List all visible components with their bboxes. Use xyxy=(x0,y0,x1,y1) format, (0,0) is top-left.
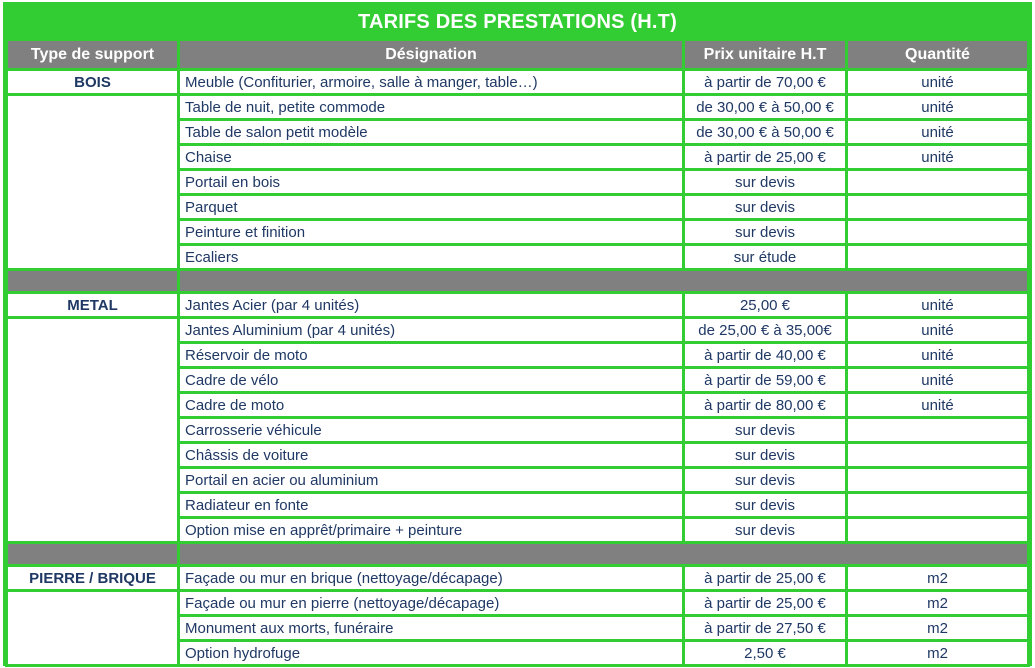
quantity-cell: unité xyxy=(847,120,1029,145)
support-empty-cell xyxy=(7,95,179,270)
table-frame xyxy=(3,2,1032,666)
quantity-cell: m2 xyxy=(847,616,1029,641)
quantity-cell: unité xyxy=(847,70,1029,95)
price-cell: à partir de 70,00 € xyxy=(684,70,847,95)
price-cell: sur devis xyxy=(684,518,847,543)
quantity-cell: unité xyxy=(847,293,1029,318)
support-empty-cell xyxy=(7,591,179,666)
quantity-cell xyxy=(847,443,1029,468)
separator-cell xyxy=(7,543,179,566)
designation-cell: Meuble (Confiturier, armoire, salle à manger, table…) xyxy=(179,70,684,95)
designation-cell: Monument aux morts, funéraire xyxy=(179,616,684,641)
quantity-cell xyxy=(847,195,1029,220)
designation-cell: Radiateur en fonte xyxy=(179,493,684,518)
quantity-cell: unité xyxy=(847,368,1029,393)
designation-cell: Chaise xyxy=(179,145,684,170)
price-cell: sur devis xyxy=(684,418,847,443)
separator-cell xyxy=(179,270,1029,293)
price-cell: de 30,00 € à 50,00 € xyxy=(684,120,847,145)
quantity-cell: unité xyxy=(847,343,1029,368)
quantity-cell: unité xyxy=(847,318,1029,343)
header-row xyxy=(7,40,1029,70)
designation-cell: Ecaliers xyxy=(179,245,684,270)
column-header-type-de-support: Type de support xyxy=(7,40,179,70)
price-cell: sur devis xyxy=(684,220,847,245)
price-cell: à partir de 27,50 € xyxy=(684,616,847,641)
price-cell: sur étude xyxy=(684,245,847,270)
quantity-cell: m2 xyxy=(847,591,1029,616)
price-cell: à partir de 25,00 € xyxy=(684,145,847,170)
designation-cell: Jantes Aluminium (par 4 unités) xyxy=(179,318,684,343)
quantity-cell: unité xyxy=(847,95,1029,120)
designation-cell: Table de nuit, petite commode xyxy=(179,95,684,120)
designation-cell: Option mise en apprêt/primaire + peinture xyxy=(179,518,684,543)
separator-cell xyxy=(179,543,1029,566)
price-cell: à partir de 25,00 € xyxy=(684,591,847,616)
support-empty-cell xyxy=(7,318,179,543)
separator-row xyxy=(7,543,1029,566)
support-cell: PIERRE / BRIQUE xyxy=(7,566,179,591)
price-cell: sur devis xyxy=(684,195,847,220)
column-header-quantite: Quantité xyxy=(847,40,1029,70)
table-row xyxy=(7,293,1029,318)
price-cell: à partir de 40,00 € xyxy=(684,343,847,368)
designation-cell: Portail en acier ou aluminium xyxy=(179,468,684,493)
separator-row xyxy=(7,270,1029,293)
table-row xyxy=(7,566,1029,591)
quantity-cell: m2 xyxy=(847,566,1029,591)
price-cell: de 25,00 € à 35,00€ xyxy=(684,318,847,343)
quantity-cell: m2 xyxy=(847,641,1029,666)
separator-cell xyxy=(7,270,179,293)
table-row xyxy=(7,95,1029,120)
price-cell: à partir de 80,00 € xyxy=(684,393,847,418)
column-header-prix-unitaire: Prix unitaire H.T xyxy=(684,40,847,70)
title-row xyxy=(7,6,1029,40)
price-cell: 2,50 € xyxy=(684,641,847,666)
price-cell: 25,00 € xyxy=(684,293,847,318)
price-cell: sur devis xyxy=(684,493,847,518)
designation-cell: Châssis de voiture xyxy=(179,443,684,468)
designation-cell: Option hydrofuge xyxy=(179,641,684,666)
quantity-cell xyxy=(847,493,1029,518)
price-cell: à partir de 59,00 € xyxy=(684,368,847,393)
quantity-cell xyxy=(847,245,1029,270)
designation-cell: Façade ou mur en pierre (nettoyage/décapage) xyxy=(179,591,684,616)
table-title: TARIFS DES PRESTATIONS (H.T) xyxy=(7,6,1029,40)
designation-cell: Table de salon petit modèle xyxy=(179,120,684,145)
price-cell: de 30,00 € à 50,00 € xyxy=(684,95,847,120)
quantity-cell xyxy=(847,220,1029,245)
quantity-cell: unité xyxy=(847,145,1029,170)
quantity-cell: unité xyxy=(847,393,1029,418)
price-cell: sur devis xyxy=(684,443,847,468)
quantity-cell xyxy=(847,418,1029,443)
price-cell: à partir de 25,00 € xyxy=(684,566,847,591)
tarifs-table xyxy=(5,4,1030,667)
table-row xyxy=(7,70,1029,95)
designation-cell: Cadre de vélo xyxy=(179,368,684,393)
quantity-cell xyxy=(847,468,1029,493)
designation-cell: Carrosserie véhicule xyxy=(179,418,684,443)
quantity-cell xyxy=(847,170,1029,195)
table-row xyxy=(7,318,1029,343)
designation-cell: Portail en bois xyxy=(179,170,684,195)
table-body xyxy=(7,70,1029,666)
designation-cell: Parquet xyxy=(179,195,684,220)
designation-cell: Réservoir de moto xyxy=(179,343,684,368)
designation-cell: Cadre de moto xyxy=(179,393,684,418)
table-row xyxy=(7,591,1029,616)
support-cell: BOIS xyxy=(7,70,179,95)
support-cell: METAL xyxy=(7,293,179,318)
quantity-cell xyxy=(847,518,1029,543)
price-cell: sur devis xyxy=(684,468,847,493)
designation-cell: Peinture et finition xyxy=(179,220,684,245)
price-cell: sur devis xyxy=(684,170,847,195)
designation-cell: Façade ou mur en brique (nettoyage/décapage) xyxy=(179,566,684,591)
column-header-designation: Désignation xyxy=(179,40,684,70)
designation-cell: Jantes Acier (par 4 unités) xyxy=(179,293,684,318)
